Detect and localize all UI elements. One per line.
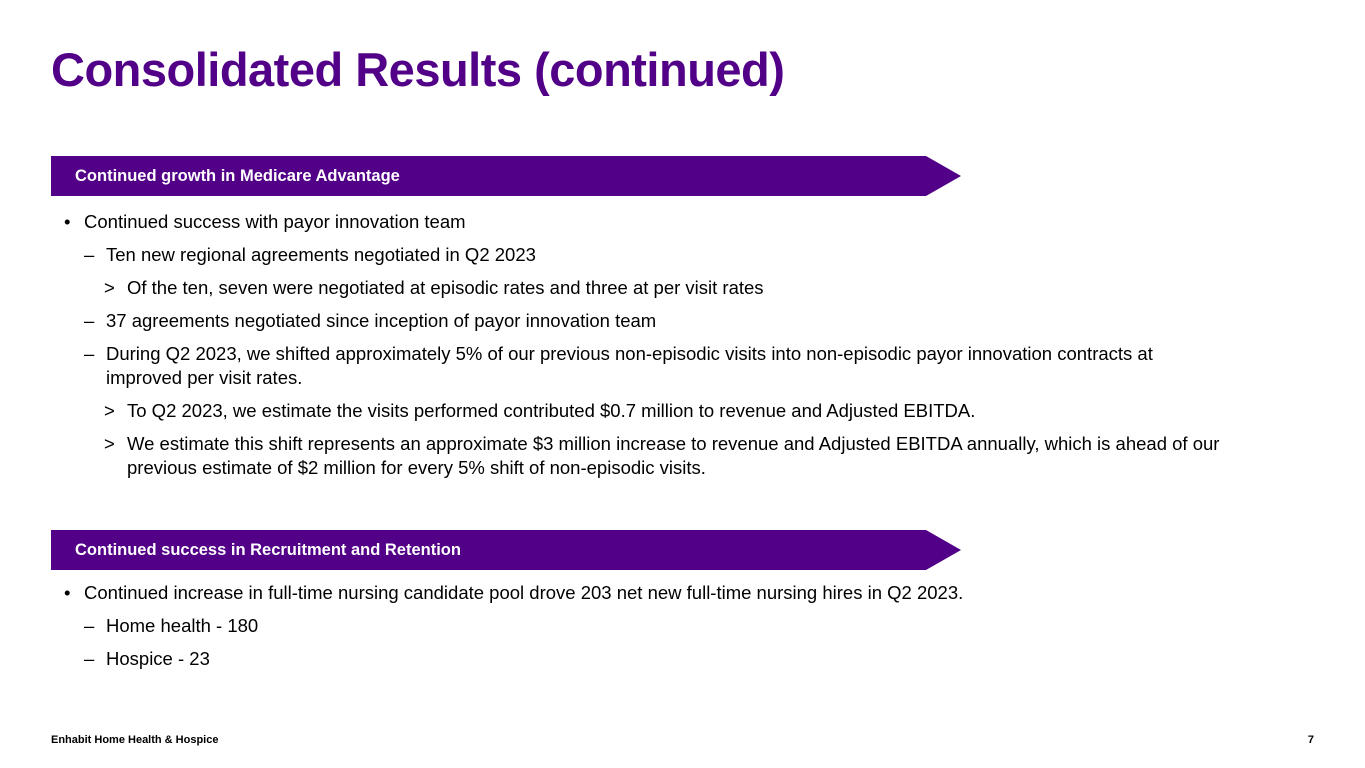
section-banner-medicare-advantage [51, 156, 961, 196]
bullet-marker: – [84, 648, 95, 669]
footer-page-number: 7 [1307, 734, 1314, 746]
list-item [51, 276, 1231, 300]
bullet-marker: > [104, 400, 115, 421]
footer-company-name: Enhabit Home Health & Hospice [51, 734, 219, 746]
list-item [51, 342, 1231, 390]
list-item [51, 647, 1231, 671]
list-item [51, 399, 1231, 423]
bullet-marker: – [84, 343, 95, 364]
list-item [51, 581, 1231, 605]
bullet-list-recruitment-retention [51, 581, 1231, 680]
list-item-text: During Q2 2023, we shifted approximately 5% of our previous non-episodic visits into non-episodic payor innovation contracts at improved per visit rates. [106, 343, 1153, 388]
list-item [51, 309, 1231, 333]
bullet-marker: • [64, 211, 71, 232]
page-title: Consolidated Results (continued) [51, 43, 785, 96]
list-item-text: Continued increase in full-time nursing candidate pool drove 203 net new full-time nursing hires in Q2 2023. [84, 582, 964, 603]
list-item-text: Of the ten, seven were negotiated at episodic rates and three at per visit rates [127, 277, 764, 298]
bullet-marker: – [84, 310, 95, 331]
banner-arrow-icon [926, 530, 961, 570]
list-item-text: Ten new regional agreements negotiated in Q2 2023 [106, 244, 536, 265]
bullet-marker: > [104, 277, 115, 298]
list-item [51, 210, 1231, 234]
banner-label: Continued success in Recruitment and Retention [75, 541, 461, 559]
list-item-text: Home health - 180 [106, 615, 259, 636]
bullet-list-medicare-advantage [51, 210, 1231, 489]
banner-arrow-icon [926, 156, 961, 196]
bullet-marker: – [84, 615, 95, 636]
list-item [51, 243, 1231, 267]
list-item-text: To Q2 2023, we estimate the visits performed contributed $0.7 million to revenue and Adjusted EBITDA. [127, 400, 976, 421]
list-item-text: Hospice - 23 [106, 648, 210, 669]
banner-label: Continued growth in Medicare Advantage [75, 167, 400, 185]
bullet-marker: > [104, 433, 115, 454]
bullet-marker: • [64, 582, 71, 603]
list-item [51, 432, 1231, 480]
list-item-text: 37 agreements negotiated since inception of payor innovation team [106, 310, 657, 331]
bullet-marker: – [84, 244, 95, 265]
section-banner-recruitment-retention [51, 530, 961, 570]
list-item-text: We estimate this shift represents an approximate $3 million increase to revenue and Adjusted EBITDA annually, which is ahead of our previous estimate of $2 million for every 5% shift of non-episodic visits. [127, 433, 1220, 478]
list-item-text: Continued success with payor innovation team [84, 211, 466, 232]
list-item [51, 614, 1231, 638]
